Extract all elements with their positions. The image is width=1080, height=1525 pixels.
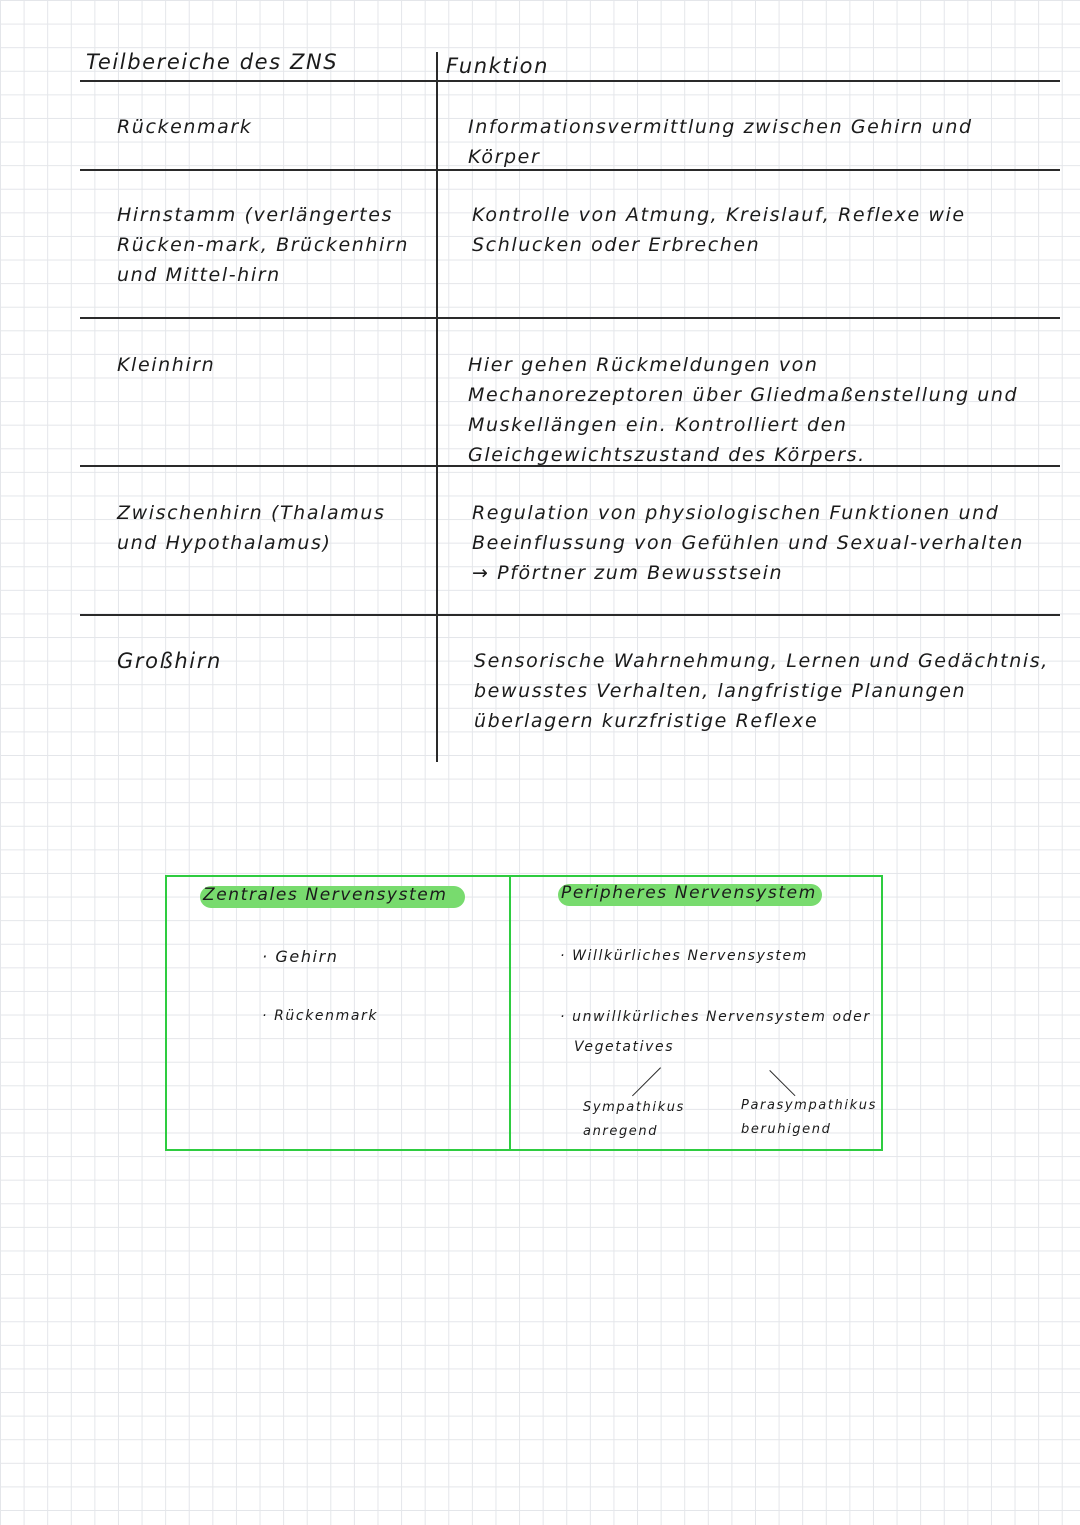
table-cell-function: Regulation von physiologischen Funktionen und Beeinflussung von Gefühlen und Sexual-verhalten → Pförtner zum Bewusstsein xyxy=(472,502,1024,584)
table-cell-part: Zwischenhirn (Thalamus und Hypothalamus) xyxy=(117,502,386,554)
table-cell-part: Hirnstamm (verlängertes Rücken-mark, Brückenhirn und Mittel-hirn xyxy=(117,204,409,286)
table-header-part: Teilbereiche des ZNS xyxy=(86,50,339,74)
table-cell-function: Informationsvermittlung zwischen Gehirn und Körper xyxy=(468,116,973,168)
sympathikus-label: Sympathikus anregend xyxy=(583,1100,685,1139)
nervous-system-column-divider xyxy=(509,875,511,1151)
table-cell-part: Großhirn xyxy=(117,649,222,673)
table-column-divider xyxy=(436,52,438,762)
peripheral-nervous-system-title: Peripheres Nervensystem xyxy=(561,883,817,903)
table-cell-part: Kleinhirn xyxy=(117,354,216,376)
central-nervous-system-title: Zentrales Nervensystem xyxy=(203,885,448,905)
table-divider xyxy=(80,317,1060,319)
table-header-function: Funktion xyxy=(446,54,550,78)
peripheral-item: · Willkürliches Nervensystem xyxy=(560,948,808,964)
parasympathikus-label: Parasympathikus beruhigend xyxy=(741,1098,877,1137)
table-divider xyxy=(80,614,1060,616)
central-item: · Rückenmark xyxy=(262,1008,379,1024)
central-item: · Gehirn xyxy=(262,947,339,966)
table-cell-part: Rückenmark xyxy=(117,116,253,138)
bullet: · xyxy=(262,947,276,966)
table-divider xyxy=(80,80,1060,82)
table-cell-function: Hier gehen Rückmeldungen von Mechanorezeptoren über Gliedmaßenstellung und Muskellängen ein. Kontrolliert den Gleichgewichtszustand des Körpers. xyxy=(468,354,1019,466)
bullet: · xyxy=(560,1009,573,1025)
bullet: · xyxy=(262,1008,275,1024)
table-cell-function: Sensorische Wahrnehmung, Lernen und Gedächtnis, bewusstes Verhalten, langfristige Planungen überlagern kurzfristige Reflexe xyxy=(474,650,1049,732)
peripheral-item: · unwillkürliches Nervensystem oder Vegetatives xyxy=(560,1009,871,1055)
bullet: · xyxy=(560,948,573,964)
table-cell-function: Kontrolle von Atmung, Kreislauf, Reflexe wie Schlucken oder Erbrechen xyxy=(472,204,966,256)
